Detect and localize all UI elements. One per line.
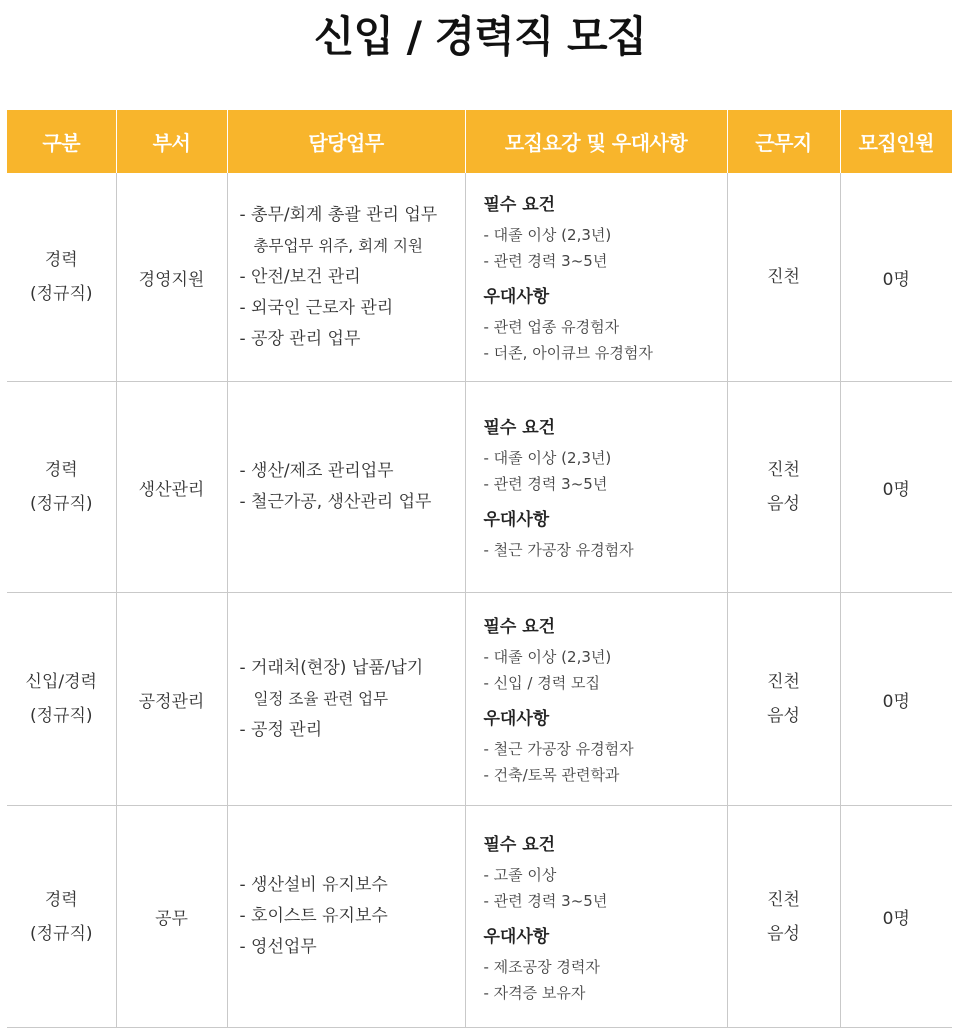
preferred-item: - 자격증 보유자 [483,983,586,1002]
headcount-cell: 0명 [840,382,952,593]
requirements-cell [465,173,727,382]
requirements-cell [465,382,727,593]
col-header-requirements: 모집요강 및 우대사항 [465,110,727,173]
col-header-type: 구분 [7,110,116,173]
preferred-heading: 우대사항 [483,709,550,729]
required-heading: 필수 요건 [483,834,556,855]
location: 진천 [767,267,800,287]
duty-item: - 외국인 근로자 관리 [239,297,394,318]
duty-item: - 철근가공, 생산관리 업무 [239,492,432,512]
duties-cell [227,593,465,806]
required-item: - 관련 경력 3~5년 [483,891,608,910]
location: 진천 [767,460,800,480]
location: 음성 [767,494,800,514]
col-header-dept: 부서 [116,110,227,173]
location: 음성 [767,923,800,944]
employment-type-cell [7,806,116,1028]
page-title: 신입 / 경력직 모집 [313,12,647,61]
duties-cell [227,806,465,1028]
preferred-heading: 우대사항 [483,510,550,530]
required-item: - 관련 경력 3~5년 [483,252,608,270]
location: 진천 [767,889,800,910]
headcount-cell: 0명 [840,806,952,1028]
required-item: - 관련 경력 3~5년 [483,475,608,493]
requirements-cell [465,806,727,1028]
requirements-cell [465,593,727,806]
table-header-row [7,110,952,173]
required-item: - 대졸 이상 (2,3년) [483,226,612,244]
preferred-heading: 우대사항 [483,287,550,307]
table-row [7,806,952,1028]
location-cell [727,173,840,382]
employment-type-cell [7,593,116,806]
table-row [7,593,952,806]
location-cell [727,806,840,1028]
preferred-heading: 우대사항 [483,926,550,947]
duty-item: - 공장 관리 업무 [239,328,361,349]
preferred-item: - 관련 업종 유경험자 [483,318,620,336]
table-row [7,173,952,382]
required-item: - 대졸 이상 (2,3년) [483,648,612,666]
headcount-cell: 0명 [840,173,952,382]
location: 음성 [767,706,800,726]
col-header-location: 근무지 [727,110,840,173]
required-heading: 필수 요건 [483,617,556,637]
required-heading: 필수 요건 [483,195,556,215]
department-cell: 생산관리 [116,382,227,593]
duty-subitem: 일정 조율 관련 업무 [253,689,389,708]
department-cell: 경영지원 [116,173,227,382]
duty-item: - 생산설비 유지보수 [239,875,388,895]
employment-type-cell [7,173,116,382]
location-cell [727,382,840,593]
duty-item: - 총무/회계 총괄 관리 업무 [239,204,438,225]
preferred-item: - 건축/토목 관련학과 [483,766,620,784]
employment-kind: (정규직) [29,923,93,944]
employment-type-cell [7,382,116,593]
department-cell: 공정관리 [116,593,227,806]
employment-kind: (정규직) [29,284,93,304]
duty-item: - 안전/보건 관리 [239,266,361,287]
preferred-item: - 더존, 아이큐브 유경험자 [483,344,653,362]
employment-type: 신입/경력 [25,672,97,692]
employment-type: 경력 [44,460,78,480]
required-item: - 신입 / 경력 모집 [483,674,600,692]
preferred-item: - 철근 가공장 유경험자 [483,740,634,758]
table-row [7,382,952,593]
preferred-item: - 철근 가공장 유경험자 [483,541,634,559]
duty-item: - 거래처(현장) 납품/납기 [239,657,424,678]
employment-kind: (정규직) [29,494,93,514]
duty-item: - 생산/제조 관리업무 [239,461,394,481]
required-item: - 대졸 이상 (2,3년) [483,449,612,467]
location-cell [727,593,840,806]
col-header-count: 모집인원 [840,110,952,173]
recruitment-table [7,110,952,1028]
col-header-duties: 담당업무 [227,110,465,173]
duties-cell [227,173,465,382]
headcount-cell: 0명 [840,593,952,806]
duties-cell [227,382,465,593]
employment-type: 경력 [44,889,78,910]
preferred-item: - 제조공장 경력자 [483,957,600,976]
required-heading: 필수 요건 [483,418,556,438]
location: 진천 [767,672,800,692]
duty-item: - 영선업무 [239,937,317,957]
required-item: - 고졸 이상 [483,865,557,884]
employment-type: 경력 [44,250,78,270]
duty-subitem: 총무업무 위주, 회계 지원 [253,236,423,255]
employment-kind: (정규직) [29,706,93,726]
department-cell: 공무 [116,806,227,1028]
duty-item: - 공정 관리 [239,719,323,740]
duty-item: - 호이스트 유지보수 [239,906,388,926]
